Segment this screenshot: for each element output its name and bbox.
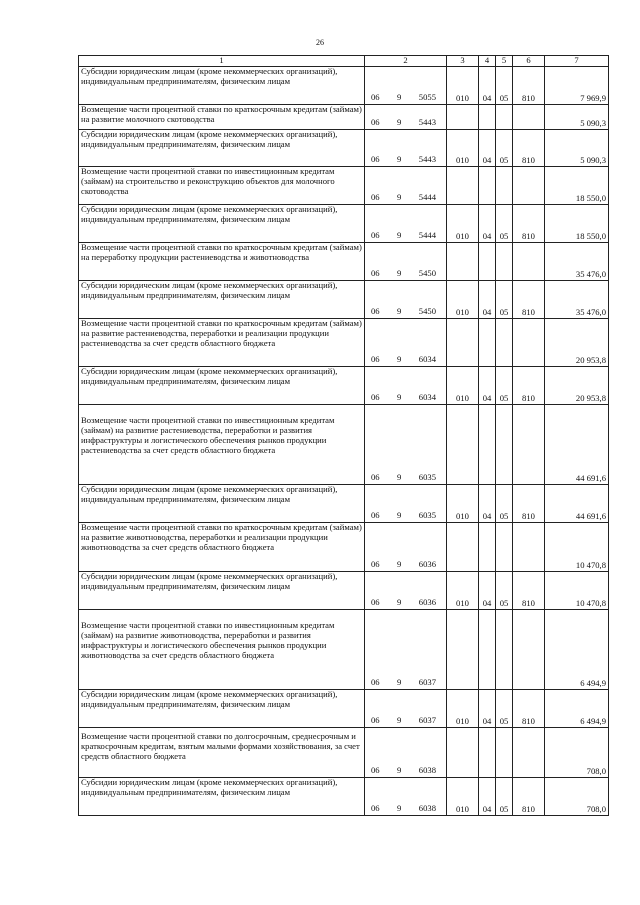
code-part: 9 [397,306,402,316]
row-col-6: 810 [513,571,545,609]
header-col-2: 2 [365,56,447,67]
code-part: 6035 [418,510,436,520]
code-part: 6038 [418,803,436,813]
row-code [365,280,447,318]
row-col-6: 810 [513,689,545,727]
code-part: 06 [371,597,380,607]
code-part: 6038 [418,765,436,775]
row-col-3 [447,522,479,571]
code-part: 06 [371,803,380,813]
table-row [79,777,609,815]
row-col-3 [447,242,479,280]
row-col-6 [513,318,545,366]
row-col-3 [447,609,479,689]
header-col-4: 4 [479,56,496,67]
row-col-6: 810 [513,66,545,104]
code-part: 06 [371,510,380,520]
table-row [79,166,609,204]
row-col-4: 04 [479,689,496,727]
row-col-4: 04 [479,777,496,815]
code-part: 06 [371,472,380,482]
row-amount: 5 090,3 [545,104,609,129]
code-part: 5444 [418,230,436,240]
code-part: 6037 [418,715,436,725]
header-row [79,56,609,67]
row-amount: 18 550,0 [545,204,609,242]
table-row [79,571,609,609]
row-col-3 [447,727,479,777]
row-col-4: 04 [479,280,496,318]
code-part: 9 [397,268,402,278]
row-col-4: 04 [479,66,496,104]
table-row [79,522,609,571]
code-part: 6035 [418,472,436,482]
code-part: 06 [371,715,380,725]
code-part: 06 [371,154,380,164]
row-description: Субсидии юридическим лицам (кроме некоммерческих организаций), индивидуальным предпринимателям, физическим лицам [79,484,365,522]
row-description: Субсидии юридическим лицам (кроме некоммерческих организаций), индивидуальным предпринимателям, физическим лицам [79,777,365,815]
row-col-4 [479,522,496,571]
row-code [365,777,447,815]
row-col-3: 010 [447,129,479,166]
page-number: 26 [316,38,324,47]
row-code [365,166,447,204]
row-col-3 [447,404,479,484]
row-col-5: 05 [496,777,513,815]
code-part: 06 [371,230,380,240]
row-description: Субсидии юридическим лицам (кроме некоммерческих организаций), индивидуальным предпринимателям, физическим лицам [79,280,365,318]
row-description: Субсидии юридическим лицам (кроме некоммерческих организаций), индивидуальным предпринимателям, физическим лицам [79,204,365,242]
row-code [365,204,447,242]
row-col-5 [496,404,513,484]
row-col-4: 04 [479,204,496,242]
code-part: 9 [397,472,402,482]
code-part: 06 [371,677,380,687]
row-col-5 [496,242,513,280]
row-col-4 [479,318,496,366]
row-code [365,318,447,366]
table-row [79,689,609,727]
row-code [365,404,447,484]
table-row [79,318,609,366]
row-description: Возмещение части процентной ставки по краткосрочным кредитам (займам) на развитие растениеводства, переработки и реализации продукции растениеводства за счет средств областного бюджета [79,318,365,366]
row-amount: 44 691,6 [545,484,609,522]
code-part: 5055 [418,92,436,102]
row-col-5: 05 [496,66,513,104]
row-col-6 [513,404,545,484]
table-row [79,204,609,242]
row-col-3 [447,166,479,204]
code-part: 6034 [418,392,436,402]
row-col-4 [479,609,496,689]
row-col-6: 810 [513,280,545,318]
row-col-5 [496,104,513,129]
code-part: 9 [397,677,402,687]
row-col-4 [479,166,496,204]
row-col-3: 010 [447,280,479,318]
row-col-5 [496,609,513,689]
row-col-6 [513,522,545,571]
row-col-3: 010 [447,484,479,522]
header-col-1: 1 [79,56,365,67]
row-col-6 [513,166,545,204]
row-description: Возмещение части процентной ставки по краткосрочным кредитам (займам) на развитие животноводства, переработки и реализации продукции животноводства за счет средств областного бюджета [79,522,365,571]
row-col-5 [496,522,513,571]
budget-table [78,55,609,816]
code-part: 06 [371,117,380,127]
code-part: 9 [397,803,402,813]
row-description: Возмещение части процентной ставки по краткосрочным кредитам (займам) на переработку продукции растениеводства и животноводства [79,242,365,280]
row-col-5 [496,727,513,777]
row-col-5: 05 [496,204,513,242]
code-part: 5450 [418,306,436,316]
row-col-5 [496,318,513,366]
table-row [79,404,609,484]
header-col-3: 3 [447,56,479,67]
row-col-4: 04 [479,571,496,609]
row-description: Возмещение части процентной ставки по краткосрочным кредитам (займам) на развитие молочного скотоводства [79,104,365,129]
row-col-6: 810 [513,366,545,404]
row-col-6: 810 [513,129,545,166]
row-amount: 10 470,8 [545,522,609,571]
row-col-3: 010 [447,777,479,815]
row-code [365,484,447,522]
table-row [79,484,609,522]
code-part: 9 [397,597,402,607]
row-col-5: 05 [496,366,513,404]
row-description: Возмещение части процентной ставки по инвестиционным кредитам (займам) на развитие животноводства, переработки и развития инфраструктуры и логистического обеспечения рынков продукции животноводства за счет средств областного бюджета [79,609,365,689]
row-col-6 [513,727,545,777]
row-col-5: 05 [496,484,513,522]
code-part: 06 [371,392,380,402]
row-amount: 35 476,0 [545,280,609,318]
row-amount: 7 969,9 [545,66,609,104]
code-part: 9 [397,92,402,102]
code-part: 06 [371,354,380,364]
row-description: Субсидии юридическим лицам (кроме некоммерческих организаций), индивидуальным предпринимателям, физическим лицам [79,129,365,166]
code-part: 06 [371,192,380,202]
row-col-5: 05 [496,571,513,609]
code-part: 6037 [418,677,436,687]
row-amount: 6 494,9 [545,609,609,689]
row-amount: 708,0 [545,727,609,777]
row-col-6 [513,609,545,689]
table-row [79,104,609,129]
row-amount: 5 090,3 [545,129,609,166]
row-code [365,571,447,609]
row-col-6: 810 [513,777,545,815]
table-row [79,366,609,404]
row-amount: 44 691,6 [545,404,609,484]
row-col-4: 04 [479,484,496,522]
code-part: 9 [397,117,402,127]
row-col-4: 04 [479,366,496,404]
row-code [365,66,447,104]
row-col-4 [479,104,496,129]
row-col-6 [513,104,545,129]
code-part: 06 [371,306,380,316]
row-code [365,689,447,727]
row-code [365,129,447,166]
code-part: 5444 [418,192,436,202]
row-col-4 [479,404,496,484]
row-col-3: 010 [447,366,479,404]
row-code [365,366,447,404]
row-description: Субсидии юридическим лицам (кроме некоммерческих организаций), индивидуальным предпринимателям, физическим лицам [79,366,365,404]
table-row [79,727,609,777]
row-code [365,609,447,689]
row-amount: 18 550,0 [545,166,609,204]
code-part: 9 [397,392,402,402]
row-description: Возмещение части процентной ставки по инвестиционным кредитам (займам) на строительство и реконструкцию объектов для молочного скотоводства [79,166,365,204]
row-col-4: 04 [479,129,496,166]
row-col-6: 810 [513,484,545,522]
row-description: Субсидии юридическим лицам (кроме некоммерческих организаций), индивидуальным предпринимателям, физическим лицам [79,571,365,609]
row-col-5: 05 [496,689,513,727]
row-col-3: 010 [447,66,479,104]
row-col-3: 010 [447,571,479,609]
code-part: 9 [397,510,402,520]
code-part: 5443 [418,117,436,127]
row-code [365,242,447,280]
table-row [79,242,609,280]
row-code [365,727,447,777]
row-col-3: 010 [447,204,479,242]
row-description: Субсидии юридическим лицам (кроме некоммерческих организаций), индивидуальным предпринимателям, физическим лицам [79,66,365,104]
code-part: 06 [371,559,380,569]
row-description: Возмещение части процентной ставки по инвестиционным кредитам (займам) на развитие растениеводства, переработки и развития инфраструктуры и логистического обеспечения рынков продукции растениеводства за счет средств областного бюджета [79,404,365,484]
row-amount: 708,0 [545,777,609,815]
code-part: 9 [397,354,402,364]
header-col-5: 5 [496,56,513,67]
code-part: 9 [397,765,402,775]
table-row [79,280,609,318]
row-amount: 10 470,8 [545,571,609,609]
row-col-6: 810 [513,204,545,242]
row-description: Субсидии юридическим лицам (кроме некоммерческих организаций), индивидуальным предпринимателям, физическим лицам [79,689,365,727]
code-part: 5450 [418,268,436,278]
row-col-6 [513,242,545,280]
row-amount: 20 953,8 [545,318,609,366]
row-col-5: 05 [496,129,513,166]
row-amount: 20 953,8 [545,366,609,404]
code-part: 6036 [418,597,436,607]
row-col-3 [447,104,479,129]
code-part: 9 [397,559,402,569]
row-description: Возмещение части процентной ставки по долгосрочным, среднесрочным и краткосрочным кредитам, взятым малыми формами хозяйствования, за счет средств областного бюджета [79,727,365,777]
table-row [79,129,609,166]
table-row [79,66,609,104]
table-row [79,609,609,689]
code-part: 06 [371,765,380,775]
code-part: 5443 [418,154,436,164]
code-part: 06 [371,268,380,278]
row-col-4 [479,242,496,280]
row-col-3: 010 [447,689,479,727]
row-code [365,104,447,129]
row-amount: 6 494,9 [545,689,609,727]
code-part: 06 [371,92,380,102]
code-part: 9 [397,715,402,725]
row-col-3 [447,318,479,366]
row-amount: 35 476,0 [545,242,609,280]
header-col-6: 6 [513,56,545,67]
code-part: 6034 [418,354,436,364]
row-col-5 [496,166,513,204]
row-col-4 [479,727,496,777]
code-part: 9 [397,192,402,202]
code-part: 9 [397,230,402,240]
row-code [365,522,447,571]
row-col-5: 05 [496,280,513,318]
code-part: 9 [397,154,402,164]
header-col-7: 7 [545,56,609,67]
code-part: 6036 [418,559,436,569]
